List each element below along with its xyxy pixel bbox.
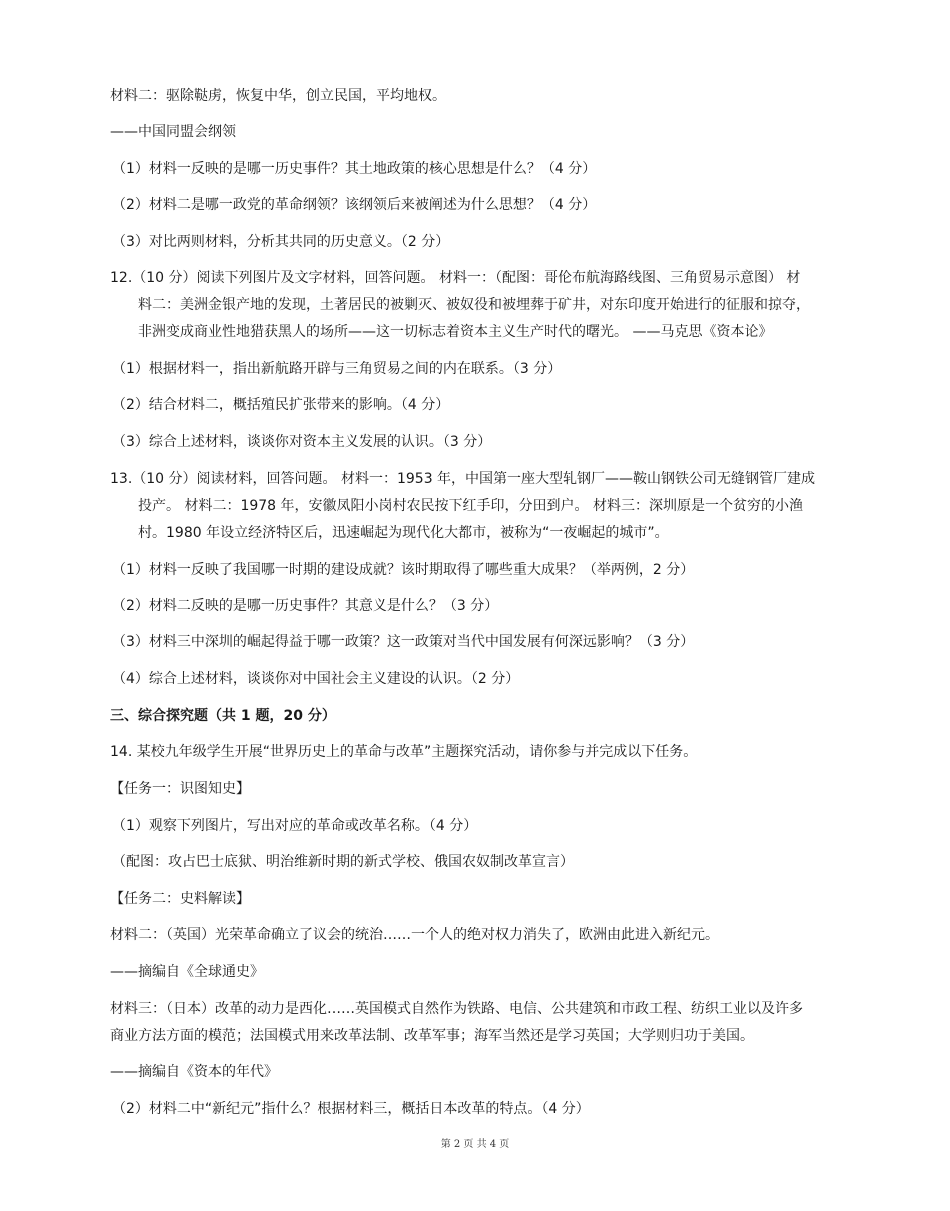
question-11-2: （2）材料二是哪一政党的革命纲领？该纲领后来被阐述为什么思想？（4 分） bbox=[112, 197, 597, 213]
question-13-stem-continued: 投产。 材料二：1978 年，安徽凤阳小岗村农民按下红手印，分田到户。 材料三：深圳原是一个贫穷的小渔 bbox=[138, 498, 803, 514]
source-attribution: ——摘编自《资本的年代》 bbox=[110, 1064, 278, 1080]
material-2-tongmenghui-text: 材料二：驱除鞑虏，恢复中华，创立民国，平均地权。 bbox=[110, 88, 446, 104]
question-12-stem-continued: 非洲变成商业性地猎获黑人的场所——这一切标志着资本主义生产时代的曙光。 ——马克思《资本论》 bbox=[138, 324, 773, 340]
question-11-3: （3）对比两则材料，分析其共同的历史意义。（2 分） bbox=[112, 234, 450, 250]
question-11-1: （1）材料一反映的是哪一历史事件？其土地政策的核心思想是什么？（4 分） bbox=[112, 161, 597, 177]
material-3-japan-text: 材料三：（日本）改革的动力是西化……英国模式自然作为铁路、电信、公共建筑和市政工程、纺织工业以及许多 bbox=[110, 1001, 803, 1017]
question-14-1: （1）观察下列图片，写出对应的革命或改革名称。（4 分） bbox=[112, 818, 478, 834]
question-13-stem-continued: 村。1980 年设立经济特区后，迅速崛起为现代化大都市，被称为“一夜崛起的城市”。 bbox=[138, 525, 669, 541]
material-3-japan-text-continued: 商业方法方面的模范；法国模式用来改革法制、改革军事；海军当然还是学习英国；大学则归功于美国。 bbox=[110, 1028, 754, 1044]
question-13-3: （3）材料三中深圳的崛起得益于哪一政策？这一政策对当代中国发展有何深远影响？（3 分） bbox=[112, 634, 695, 650]
page-number-footer: 第 2 页 共 4 页 bbox=[440, 1139, 510, 1150]
question-12-1: （1）根据材料一，指出新航路开辟与三角贸易之间的内在联系。（3 分） bbox=[112, 361, 562, 377]
material-2-britain-text: 材料二：（英国）光荣革命确立了议会的统治……一个人的绝对权力消失了，欧洲由此进入新纪元。 bbox=[110, 927, 719, 943]
question-12-stem-continued: 料二：美洲金银产地的发现，土著居民的被剿灭、被奴役和被埋葬于矿井，对东印度开始进行的征服和掠夺， bbox=[138, 297, 810, 313]
source-attribution: ——中国同盟会纲领 bbox=[110, 124, 236, 140]
task-2-heading: 【任务二：史料解读】 bbox=[110, 891, 250, 907]
question-14-2: （2）材料二中“新纪元”指什么？根据材料三，概括日本改革的特点。（4 分） bbox=[112, 1101, 590, 1117]
question-13-stem: 13.（10 分）阅读材料，回答问题。 材料一：1953 年，中国第一座大型轧钢厂——鞍山钢铁公司无缝钢管厂建成 bbox=[110, 471, 816, 487]
source-attribution: ——摘编自《全球通史》 bbox=[110, 964, 264, 980]
question-14-stem: 14. 某校九年级学生开展“世界历史上的革命与改革”主题探究活动，请你参与并完成以下任务。 bbox=[110, 744, 698, 760]
section-3-heading: 三、综合探究题（共 1 题，20 分） bbox=[110, 708, 336, 724]
question-12-3: （3）综合上述材料，谈谈你对资本主义发展的认识。（3 分） bbox=[112, 434, 492, 450]
question-12-stem: 12.（10 分）阅读下列图片及文字材料，回答问题。 材料一：（配图：哥伦布航海路线图、三角贸易示意图） 材 bbox=[110, 270, 801, 286]
figure-caption: （配图：攻占巴士底狱、明治维新时期的新式学校、俄国农奴制改革宣言） bbox=[112, 854, 574, 870]
question-13-4: （4）综合上述材料，谈谈你对中国社会主义建设的认识。（2 分） bbox=[112, 671, 520, 687]
question-12-2: （2）结合材料二，概括殖民扩张带来的影响。（4 分） bbox=[112, 397, 450, 413]
question-13-1: （1）材料一反映了我国哪一时期的建设成就？该时期取得了哪些重大成果？（举两例，2 分） bbox=[112, 562, 695, 578]
question-13-2: （2）材料二反映的是哪一历史事件？其意义是什么？（3 分） bbox=[112, 598, 499, 614]
task-1-heading: 【任务一：识图知史】 bbox=[110, 781, 250, 797]
